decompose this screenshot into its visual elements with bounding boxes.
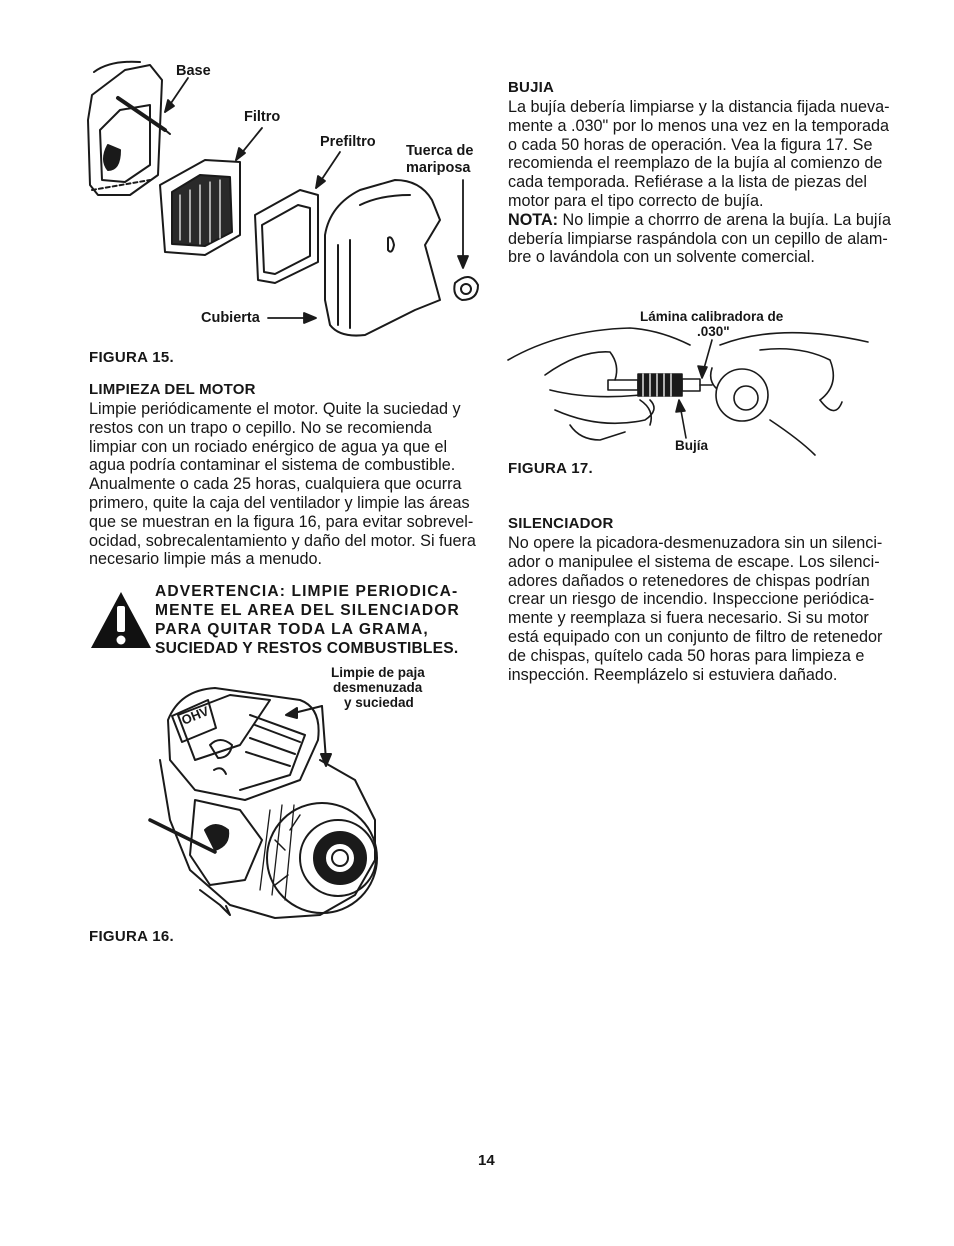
paragraph-line: de chispas, quítelo cada 50 horas para limpieza e bbox=[508, 646, 865, 665]
label-prefiltro: Prefiltro bbox=[320, 134, 376, 150]
paragraph-line bbox=[508, 210, 891, 230]
label-filtro: Filtro bbox=[244, 109, 281, 125]
note-label: NOTA: bbox=[508, 210, 559, 229]
paragraph-line: limpiar con un rociado enérgico de agua ya que el bbox=[89, 437, 448, 456]
figure-15-caption: FIGURA 15. bbox=[89, 349, 174, 366]
page-number: 14 bbox=[478, 1152, 495, 1169]
section-heading-limpieza: LIMPIEZA DEL MOTOR bbox=[89, 381, 256, 398]
label-bujia: Bujía bbox=[675, 438, 709, 453]
paragraph-line: inspección. Reemplázelo si estuviera dañado. bbox=[508, 665, 838, 684]
paragraph-line: debería limpiarse raspándola con un cepillo de alam- bbox=[508, 229, 888, 248]
silenciador-paragraph bbox=[508, 534, 888, 684]
label-mariposa: mariposa bbox=[406, 160, 471, 176]
label-tuerca-de: Tuerca de bbox=[406, 143, 474, 159]
warning-line: ADVERTENCIA: LIMPIE PERIODICA- bbox=[155, 583, 459, 600]
warning-text bbox=[155, 583, 460, 659]
label-y-suciedad: y suciedad bbox=[344, 695, 414, 710]
wing-nut-drawing bbox=[454, 277, 478, 300]
note-text: No limpie a chorrro de arena la bujía. La bujía bbox=[558, 210, 891, 229]
paragraph-line: mente a .030" por lo menos una vez en la temporada bbox=[508, 116, 889, 135]
air-cleaner-base-drawing bbox=[88, 62, 170, 195]
paragraph-line: ador o manipulee el sistema de escape. Los silenci- bbox=[508, 552, 880, 571]
label-base: Base bbox=[176, 63, 211, 79]
label-desmenuzada: desmenuzada bbox=[333, 680, 423, 695]
paragraph-line: adores dañados o retenedores de chispas podrían bbox=[508, 571, 870, 590]
paragraph-line: motor para el tipo correcto de bujía. bbox=[508, 191, 764, 210]
paragraph-line: ocidad, sobrecalentamiento y daño del motor. Si fuera bbox=[89, 531, 476, 550]
warning-line: SUCIEDAD Y RESTOS COMBUSTIBLES. bbox=[155, 639, 459, 657]
figure-16-caption: FIGURA 16. bbox=[89, 928, 174, 945]
engine-badge-text: OHV bbox=[179, 703, 211, 728]
figure-15-leader-lines bbox=[165, 78, 471, 323]
paragraph-line: cada temporada. Refiérase a la lista de piezas del bbox=[508, 173, 868, 192]
paragraph-line: bre o lavándola con un solvente comercial. bbox=[508, 248, 815, 267]
paragraph-line: crear un riesgo de incendio. Inspeccione periódica- bbox=[508, 590, 875, 609]
paragraph-line: Limpie periódicamente el motor. Quite la suciedad y bbox=[89, 400, 461, 418]
paragraph-line: primero, quite la caja del ventilador y limpie las áreas bbox=[89, 493, 470, 512]
section-heading-bujia: BUJIA bbox=[508, 79, 555, 96]
bujia-paragraph bbox=[508, 98, 891, 267]
figure-17-caption: FIGURA 17. bbox=[508, 460, 593, 477]
paragraph-line: mente y reemplaza si fuera necesario. Si su motor bbox=[508, 609, 869, 628]
warning-triangle-icon bbox=[90, 590, 152, 652]
filter-drawing bbox=[160, 160, 240, 255]
paragraph-line: agua podría contaminar el sistema de combustible. bbox=[89, 456, 456, 475]
label-limpie-de-paja: Limpie de paja bbox=[331, 665, 425, 680]
paragraph-line: restos con un trapo o cepillo. No se recomienda bbox=[89, 418, 432, 437]
paragraph-line: o cada 50 horas de operación. Vea la figura 17. Se bbox=[508, 135, 873, 154]
paragraph-line: Anualmente o cada 25 horas, cualquiera que ocurra bbox=[89, 475, 462, 494]
paragraph-line: necesario limpie más a menudo. bbox=[89, 550, 323, 569]
warning-line: MENTE EL AREA DEL SILENCIADOR bbox=[155, 601, 460, 619]
warning-line: PARA QUITAR TODA LA GRAMA, bbox=[155, 620, 429, 638]
cover-drawing bbox=[325, 180, 440, 336]
paragraph-line: que se muestran en la figura 16, para evitar sobrevel- bbox=[89, 512, 474, 531]
limpieza-paragraph bbox=[89, 400, 476, 569]
label-cubierta: Cubierta bbox=[201, 310, 260, 326]
section-heading-silenciador: SILENCIADOR bbox=[508, 515, 614, 532]
label-030: .030" bbox=[697, 324, 730, 339]
prefilter-drawing bbox=[255, 190, 318, 283]
paragraph-line: recomienda el reemplazo de la bujía al comienzo de bbox=[508, 154, 883, 173]
paragraph-line: No opere la picadora-desmenuzadora sin un silenci- bbox=[508, 534, 883, 552]
paragraph-line: está equipado con un conjunto de filtro de retenedor bbox=[508, 627, 883, 646]
paragraph-line: La bujía debería limpiarse y la distancia fijada nueva- bbox=[508, 98, 890, 116]
label-lamina-calibradora: Lámina calibradora de bbox=[640, 309, 784, 324]
